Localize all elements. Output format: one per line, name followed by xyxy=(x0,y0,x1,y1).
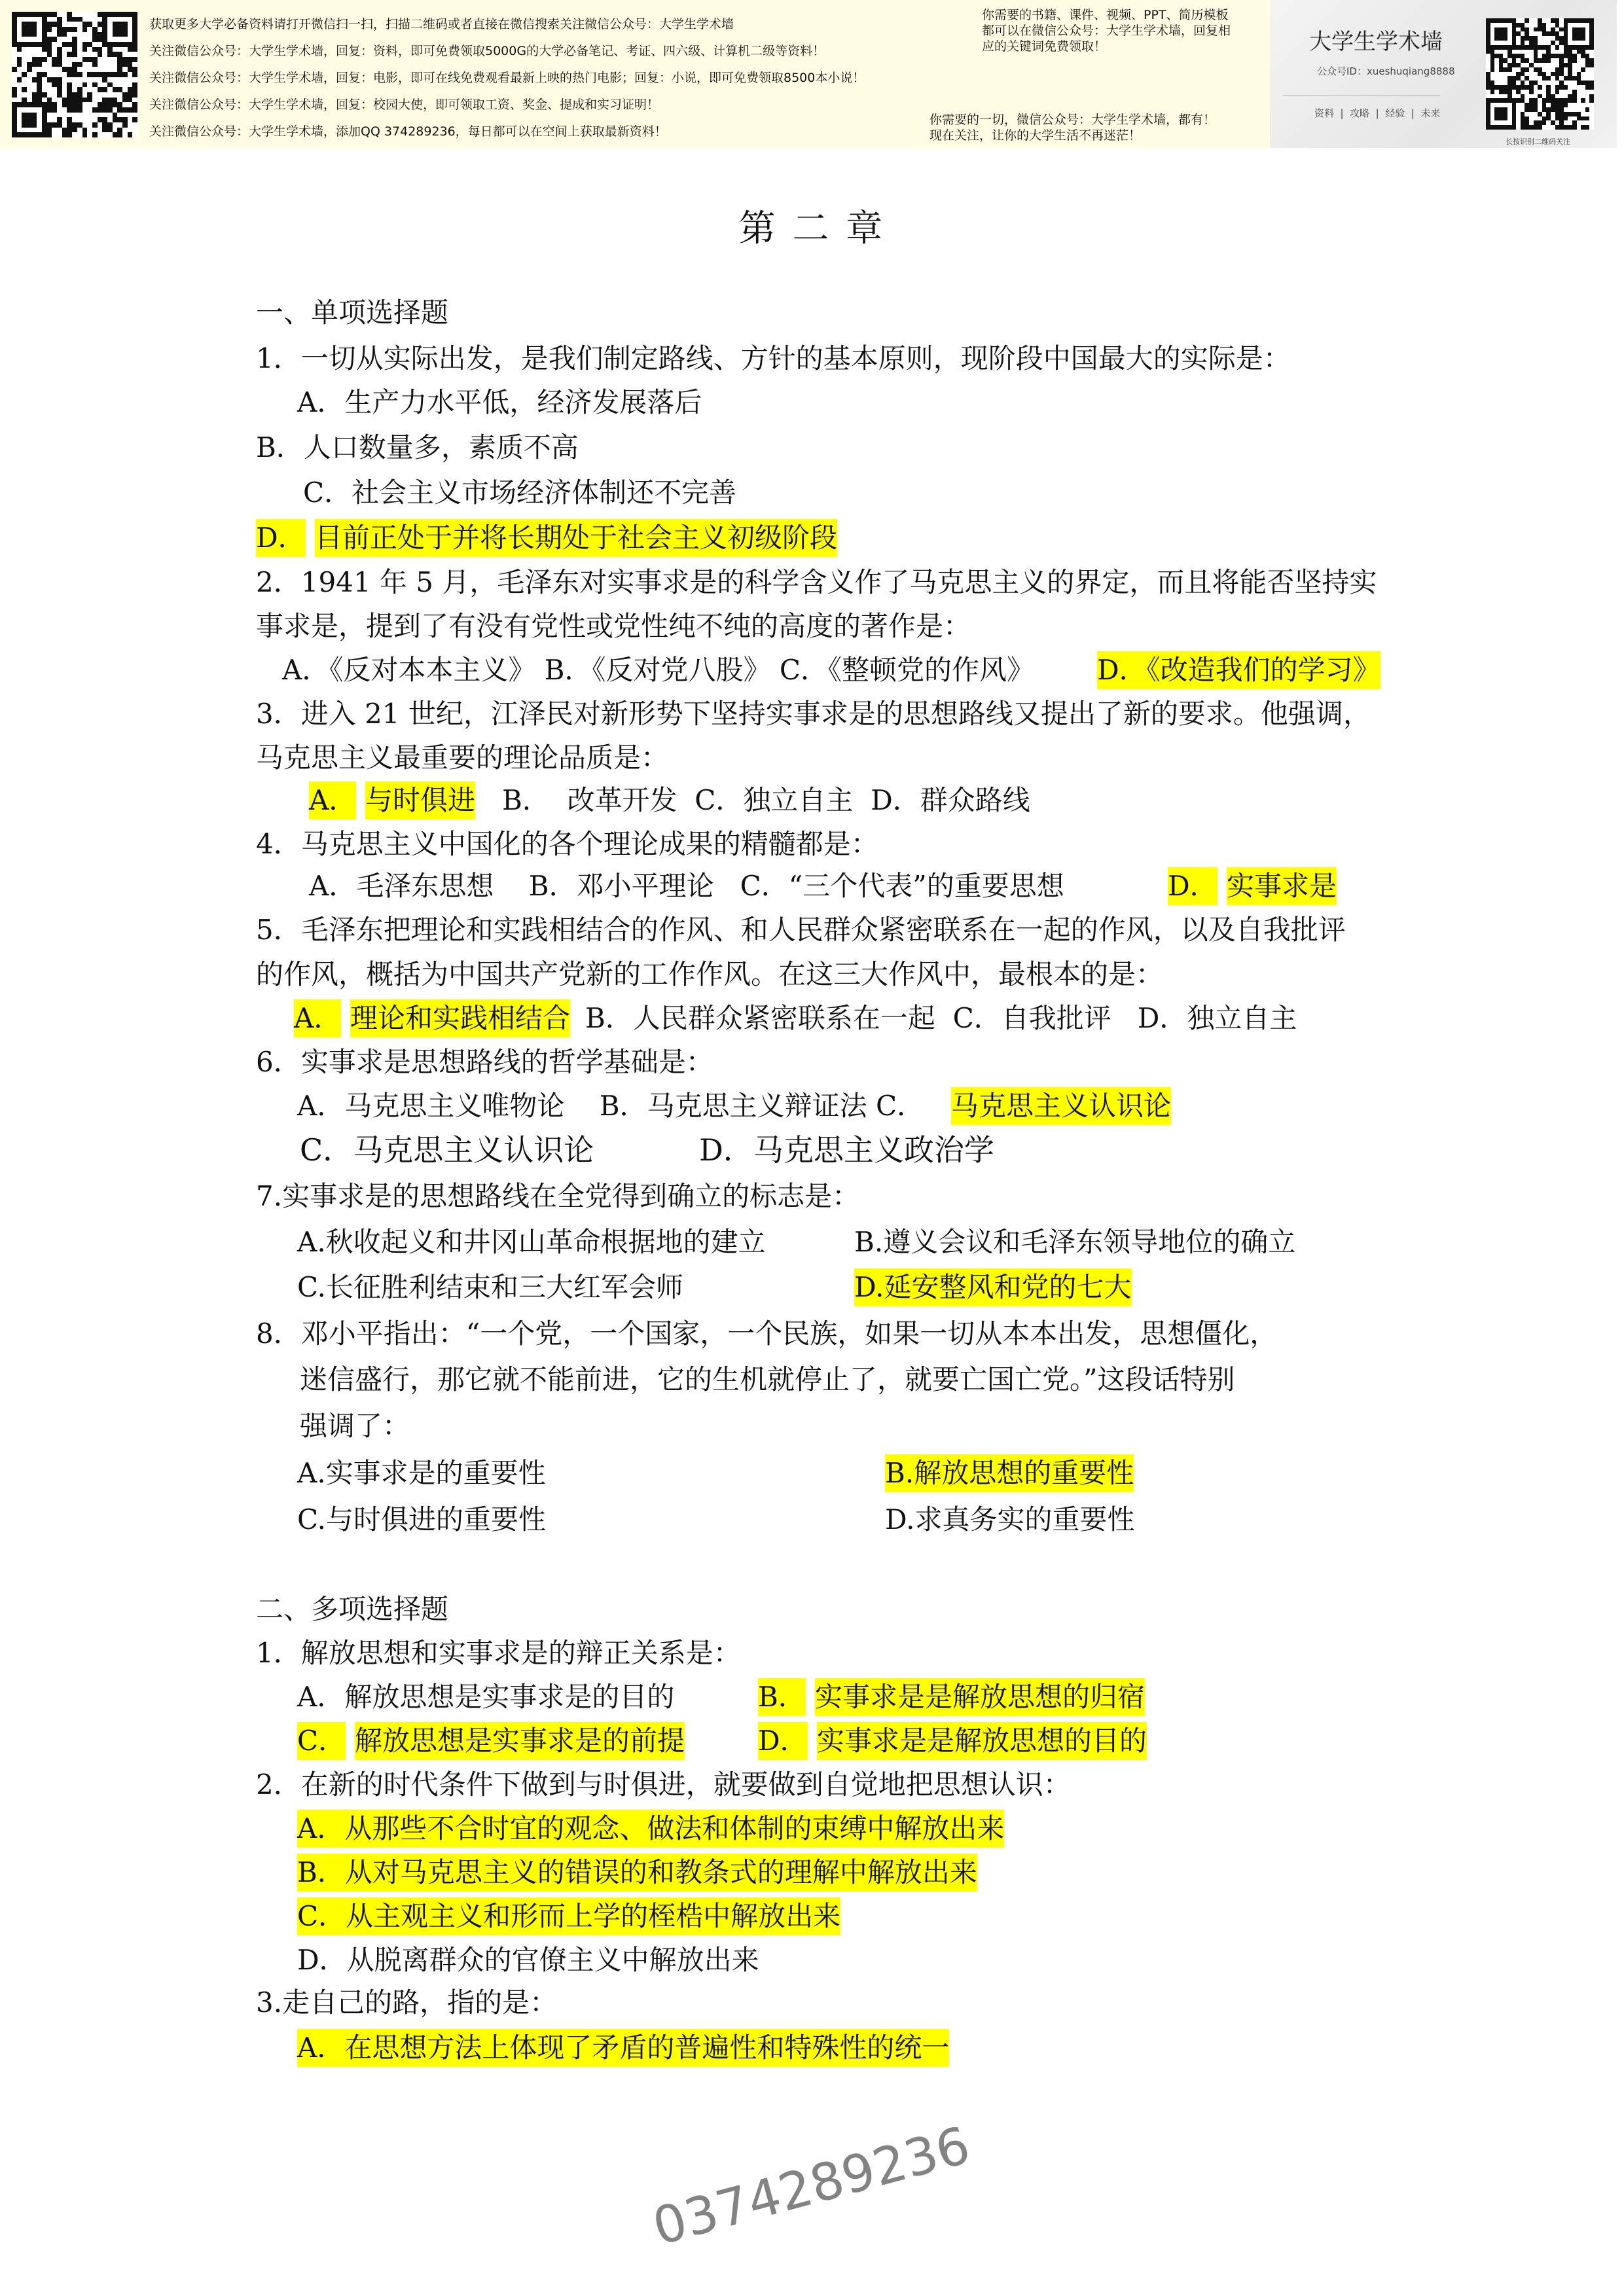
question-text: 强调了： xyxy=(300,1410,410,1442)
question-text: D.求真务实的重要性 xyxy=(885,1503,1135,1535)
banner-side-line: 你需要的书籍、课件、视频、PPT、简历模板 xyxy=(982,8,1229,22)
highlighted-answer-text: D． xyxy=(758,1722,808,1760)
banner-side-line: 你需要的一切，微信公众号：大学生学术墙，都有！ xyxy=(929,113,1216,127)
question-text: 一、单项选择题 xyxy=(256,296,449,329)
question-text: 1．一切从实际出发，是我们制定路线、方针的基本原则，现阶段中国最大的实际是： xyxy=(256,342,1291,374)
highlighted-answer-text: D．《改造我们的学习》 xyxy=(1097,651,1380,689)
highlighted-answer-text: 目前正处于并将长期处于社会主义初级阶段 xyxy=(315,519,837,557)
question-text: 5．毛泽东把理论和实践相结合的作风、和人民群众紧密联系在一起的作风，以及自我批评 xyxy=(256,914,1346,946)
question-text: A.实事求是的重要性 xyxy=(297,1457,546,1489)
highlighted-answer-text: A．在思想方法上体现了矛盾的普遍性和特殊性的统一 xyxy=(297,2029,949,2067)
highlighted-answer-text: 实事求是 xyxy=(1227,867,1337,905)
highlighted-answer-text: C． xyxy=(297,1722,346,1760)
watermark: 0374289236 xyxy=(647,2116,977,2257)
question-text: 8．邓小平指出：“一个党，一个国家，一个民族，如果一切从本本出发，思想僵化， xyxy=(256,1318,1278,1350)
question-text: 二、多项选择题 xyxy=(256,1593,449,1625)
highlighted-answer-text: B．从对马克思主义的错误的和教条式的理解中解放出来 xyxy=(297,1854,977,1892)
highlighted-answer-text: A． xyxy=(294,999,341,1037)
chapter-title: 第 二 章 xyxy=(738,207,886,250)
question-text: A．解放思想是实事求是的目的 xyxy=(297,1681,675,1713)
banner-line: 关注微信公众号：大学生学术墙，回复：资料，即可免费领取5000G的大学必备笔记、考证、四六级、计算机二级等资料！ xyxy=(149,44,825,58)
banner-side-line: 都可以在微信公众号：大学生学术墙，回复相 xyxy=(982,24,1231,38)
question-text: A．毛泽东思想 B．邓小平理论 C．“三个代表”的重要思想 xyxy=(309,870,1064,902)
question-text: 马克思主义最重要的理论品质是： xyxy=(256,742,669,774)
question-text: C．社会主义市场经济体制还不完善 xyxy=(303,476,737,509)
question-text: 7.实事求是的思想路线在全党得到确立的标志是： xyxy=(256,1180,860,1212)
highlighted-answer-text: B． xyxy=(758,1678,806,1716)
card-links: 资料 | 攻略 | 经验 | 未来 xyxy=(1314,107,1441,119)
highlighted-answer-text: 理论和实践相结合 xyxy=(350,999,570,1037)
banner-line: 获取更多大学必备资料请打开微信扫一扫，扫描二维码或者直接在微信搜索关注微信公众号：大学生学术墙 xyxy=(149,17,734,31)
highlighted-answer-text: C．从主观主义和形而上学的桎梏中解放出来 xyxy=(297,1897,840,1935)
question-text: 的作风，概括为中国共产党新的工作作风。在这三大作风中，最根本的是： xyxy=(256,958,1164,990)
highlighted-answer-text: D． xyxy=(1168,867,1218,905)
question-text: C.长征胜利结束和三大红军会师 xyxy=(297,1271,683,1303)
question-text: 6．实事求是思想路线的哲学基础是： xyxy=(256,1046,713,1078)
question-text: B．人民群众紧密联系在一起 C．自我批评 D．独立自主 xyxy=(585,1002,1297,1034)
question-text: 事求是，提到了有没有党性或党性纯不纯的高度的著作是： xyxy=(256,610,971,642)
question-text: 2．在新的时代条件下做到与时俱进，就要做到自觉地把思想认识： xyxy=(256,1768,1071,1801)
highlighted-answer-text: 解放思想是实事求是的前提 xyxy=(355,1722,685,1760)
highlighted-answer-text: 马克思主义认识论 xyxy=(951,1087,1171,1125)
question-text: 迷信盛行，那它就不能前进，它的生机就停止了，就要亡国亡党。”这段话特别 xyxy=(300,1363,1235,1395)
question-text: 1．解放思想和实事求是的辩正关系是： xyxy=(256,1637,741,1669)
account-card xyxy=(1270,0,1617,148)
highlighted-answer-text: 与时俱进 xyxy=(365,781,475,819)
highlighted-answer-text: 实事求是是解放思想的目的 xyxy=(817,1722,1147,1760)
banner-side-line: 应的关键词免费领取！ xyxy=(982,39,1107,54)
banner-line: 关注微信公众号：大学生学术墙，添加QQ 374289236，每日都可以在空间上获取最新资料！ xyxy=(149,124,667,139)
card-divider xyxy=(1283,95,1440,96)
question-text: 4．马克思主义中国化的各个理论成果的精髓都是： xyxy=(256,828,878,860)
qr-code-left xyxy=(12,12,137,137)
question-text: 2．1941 年 5 月，毛泽东对实事求是的科学含义作了马克思主义的界定，而且将能否坚持实 xyxy=(256,566,1377,598)
card-account-id: 公众号ID：xueshuqiang8888 xyxy=(1317,65,1455,77)
qr-caption: 长按识别二维码关注 xyxy=(1506,137,1570,146)
highlighted-answer-text: A． xyxy=(309,781,356,819)
promo-banner xyxy=(0,0,1617,148)
highlighted-answer-text: B.解放思想的重要性 xyxy=(885,1454,1134,1492)
question-text: A．生产力水平低，经济发展落后 xyxy=(297,386,702,418)
banner-line: 关注微信公众号：大学生学术墙，回复：电影，即可在线免费观看最新上映的热门电影；回复：小说，即可免费领取8500本小说！ xyxy=(149,71,865,85)
question-text: D．马克思主义政治学 xyxy=(699,1132,994,1168)
question-text: 3.走自己的路，指的是： xyxy=(256,1986,558,2018)
highlighted-answer-text: D． xyxy=(256,519,306,557)
question-text: A．马克思主义唯物论 B．马克思主义辩证法 C． xyxy=(297,1090,925,1122)
question-text: C．马克思主义认识论 xyxy=(300,1132,594,1168)
question-text: D．从脱离群众的官僚主义中解放出来 xyxy=(297,1944,759,1976)
question-text: B．人口数量多，素质不高 xyxy=(256,431,579,463)
question-text: 3．进入 21 世纪，江泽民对新形势下坚持实事求是的思想路线又提出了新的要求。他强调， xyxy=(256,698,1371,730)
qr-code-right xyxy=(1486,18,1594,130)
question-text: B.遵义会议和毛泽东领导地位的确立 xyxy=(854,1226,1296,1258)
question-text: A.秋收起义和井冈山革命根据地的建立 xyxy=(297,1226,766,1258)
question-text: A．《反对本本主义》 B．《反对党八股》 C．《整顿党的作风》 xyxy=(282,654,1035,686)
highlighted-answer-text: A．从那些不合时宜的观念、做法和体制的束缚中解放出来 xyxy=(297,1810,1004,1848)
highlighted-answer-text: 实事求是是解放思想的归宿 xyxy=(815,1678,1145,1716)
highlighted-answer-text: D.延安整风和党的七大 xyxy=(854,1268,1132,1306)
card-title: 大学生学术墙 xyxy=(1309,29,1443,55)
banner-line: 关注微信公众号：大学生学术墙，回复：校园大使，即可领取工资、奖金、提成和实习证明！ xyxy=(149,98,660,112)
question-text: C.与时俱进的重要性 xyxy=(297,1503,546,1535)
banner-side-line: 现在关注，让你的大学生活不再迷茫！ xyxy=(929,128,1142,143)
question-text: B． 改革开发 C．独立自主 D．群众路线 xyxy=(502,784,1030,816)
